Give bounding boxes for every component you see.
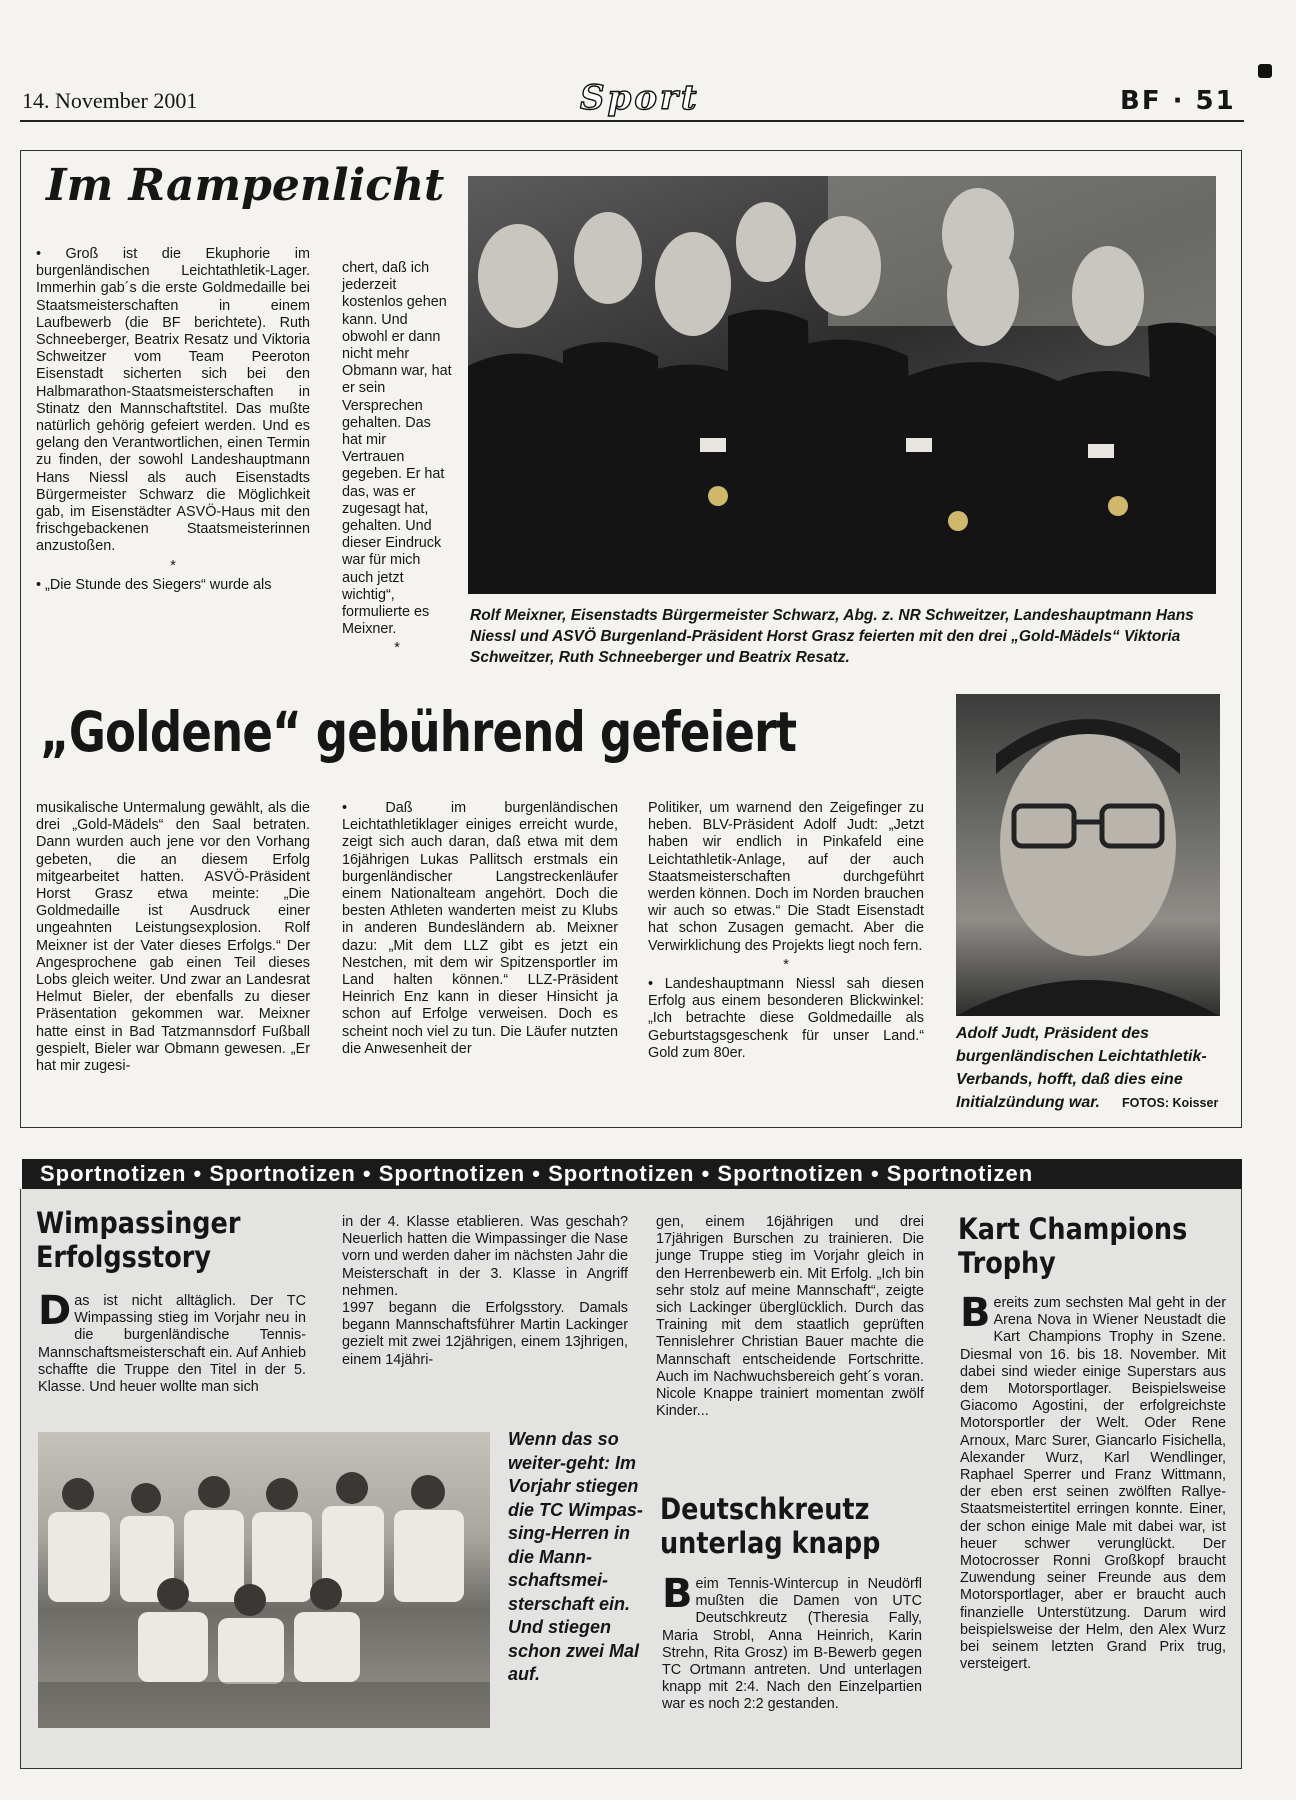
article-headline: „Goldene“ gebührend gefeiert	[40, 700, 797, 764]
article-kicker: Im Rampenlicht	[46, 160, 445, 211]
section-title: Sport	[580, 78, 700, 118]
drop-cap: D	[38, 1288, 72, 1334]
header-rule	[20, 120, 1244, 122]
paragraph: gen, einem 16jährigen und drei 17jährigen Burschen zu trainieren. Die junge Truppe stieg im Vorjahr gleich in den Herrenbewerb ein. Mit Erfolg. „Ich bin sehr stolz auf meine Mannschaft“, zeigte sich Lackinger überglücklich. Durch das Training mit dem staatlich geprüften Tennislehrer Christian Bauer machte die Mannschaft entscheidende Fortschritte. Auch im Nachwuchsbereich geht´s voran. Nicole Knappe trainiert momentan zwölf Kinder...	[656, 1214, 924, 1420]
paragraph-text: as ist nicht alltäglich. Der TC Wimpassing stieg im Vorjahr neu in die burgenländische Tennis-Mannschaftsmeisterschaft ein. Auf Anhieb schaffte die Truppe den Titel in der 5. Klasse. Und heuer wollte man sich	[38, 1293, 306, 1396]
group-photo-silhouettes	[468, 176, 1216, 594]
paragraph: in der 4. Klasse etablieren. Was geschah? Neuerlich hatten die Wimpassinger die Nase vorn und werden daher im nächsten Jahr die Meisterschaft in der 3. Klasse in Angriff nehmen.	[342, 1214, 628, 1299]
article-column-1	[36, 246, 310, 594]
portrait-caption-text: Adolf Judt, Präsident des burgenländischen Leichtathletik-Verbands, hofft, daß dies eine Initialzündung war.	[956, 1025, 1207, 1111]
notes-c-title: Kart Champions Trophy	[958, 1212, 1188, 1280]
article-column-2	[342, 260, 452, 660]
paragraph	[38, 1288, 306, 1396]
paragraph	[960, 1290, 1226, 1673]
article-column-3	[36, 800, 310, 1075]
paragraph: • „Die Stunde des Siegers“ wurde als	[36, 576, 272, 593]
portrait-silhouette	[956, 694, 1220, 1016]
page-number: BF · 51	[1120, 86, 1236, 116]
sportnotizen-banner	[22, 1159, 1242, 1189]
portrait-caption	[956, 1022, 1232, 1115]
separator-star: *	[783, 956, 789, 973]
drop-cap: B	[662, 1571, 693, 1617]
notes-a-column-3	[656, 1214, 924, 1420]
notes-a-column-1	[38, 1288, 306, 1396]
drop-cap: B	[960, 1290, 991, 1336]
paragraph: musikalische Untermalung gewählt, als die drei „Gold-Mädels“ den Saal betraten. Dann wurden auch jene vor den Vorhang gebeten, die an diesem Erfolg mitgearbeitet hatten. ASVÖ-Präsident Horst Grasz etwa meinte: „Die Goldmedaille ist Ausdruck einer ungeahnten Leistungsexplosion. Rolf Meixner ist der Vater dieses Erfolgs.“ Der Angesprochene gab einen Teil dieses Lobs gleich weiter. Und zwar an Landesrat Helmut Bieler, der ebenfalls zu dieser Präsentation gekommen war. Meixner hatte einst in Bad Tatzmannsdorf Fußball gespielt, Bieler war Obmann gewesen. „Er hat mir zugesi-	[36, 800, 310, 1075]
notes-b-column	[662, 1571, 922, 1714]
article-column-4	[342, 800, 618, 1058]
group-photo-caption: Rolf Meixner, Eisenstadts Bürgermeister Schwarz, Abg. z. NR Schweitzer, Landeshauptmann Hans Niessl und ASVÖ Burgenland-Präsident Horst Grasz feierten mit den drei „Gold-Mädels“ Viktoria Schweitzer, Ruth Schneeberger und Beatrix Resatz.	[470, 607, 1194, 666]
team-photo-caption: Wenn das so weiter-geht: Im Vorjahr stiegen die TC Wimpas-sing-Herren in die Mann-schaftsmei-sterschaft ein. Und stiegen schon zwei Mal auf.	[508, 1429, 643, 1684]
paragraph-text: ereits zum sechsten Mal geht in der Arena Nova in Wiener Neustadt die Kart Champions Trophy in Szene. Diesmal von 16. bis 18. November. Mit dabei sind wieder einige Superstars aus dem Motorsportlager. Beispielsweise Giacomo Agostini, der erfolgreichste Motorsportler der Welt. Oder Rene Arnoux, Marc Surer, Giancarlo Fisichella, Alexander Wurz, Karl Wendlinger, Raphael Sperrer und Franz Wittmann, der eben erst seinen zwölften Rallye-Staatsmeistertitel erringen konnte. Einer, der schon einige Male mit dabei war, ist heuer schwer verunglückt. Der Motocrosser Ronni Großkopf braucht Zuwendung seiner Freunde aus dem Motorsportlager, aber er braucht auch finanzielle Unterstützung. Darum wird beispielsweise der Helm, den Alex Wurz bei seinem letzten Grand Prix trug, versteigert.	[960, 1295, 1226, 1673]
photo-credit: FOTOS: Koisser	[1122, 1096, 1219, 1110]
issue-date: 14. November 2001	[22, 88, 198, 113]
paragraph: • Landeshauptmann Niessl sah diesen Erfolg aus einem besonderen Blickwinkel: „Ich betrachte diese Goldmedaille als Geburtstagsgeschenk für unser Land.“ Gold zum 80er.	[648, 976, 924, 1061]
separator-star: *	[394, 640, 400, 657]
separator-star: *	[170, 557, 176, 574]
paragraph	[662, 1571, 922, 1714]
paragraph: • Daß im burgenländischen Leichtathletiklager einiges erreicht wurde, zeigt sich auch daran, daß etwa mit dem 16jährigen Lukas Pallitsch erstmals ein burgenländischer Langstreckenläufer einem Nationalteam angehört. Doch die besten Athleten wanderten meist zu Klubs in anderen Bundesländern ab. Meixner dazu: „Mit dem LLZ gibt es jetzt ein Nestchen, mit dem wir Spitzensportler im Land halten können.“ LLZ-Präsident Heinrich Enz kann in dieser Hinsicht ja schon auf Erfolge verweisen. Doch es scheint noch viel zu tun. Die Läufer nutzten die Anwesenheit der	[342, 800, 618, 1057]
notes-a-column-2	[342, 1214, 628, 1369]
article-column-5	[648, 800, 924, 1062]
notes-b-title: Deutschkreutz unterlag knapp	[660, 1492, 881, 1560]
paragraph: 1997 begann die Erfolgsstory. Damals begann Mannschaftsführer Martin Lackinger gezielt mit zwei 12jährigen, einem 13jhrigen, einem 14jähri-	[342, 1300, 628, 1368]
paragraph: Politiker, um warnend den Zeigefinger zu heben. BLV-Präsident Adolf Judt: „Jetzt haben wir endlich in Pinkafeld eine Leichtathletik-Anlage, auf der auch Staatsmeisterschaften durchgeführt werden können. Doch im Norden brauchen wir auch so etwas.“ Die Stadt Eisenstadt hat schon Zusagen gemacht. Aber die Verwirklichung des Projekts liegt noch fern.	[648, 800, 924, 954]
registration-mark	[1258, 64, 1272, 78]
notes-c-column	[960, 1290, 1226, 1673]
banner-text: Sportnotizen • Sportnotizen • Sportnotizen • Sportnotizen • Sportnotizen • Sportnotizen	[40, 1161, 1034, 1186]
paragraph-text: eim Tennis-Wintercup in Neudörfl mußten die Damen von UTC Deutschkreutz (Theresia Fally, Maria Strobl, Anna Heinrich, Karin Strehn, Rita Grosz) im B-Bewerb gegen TC Ortmann antreten. Und unterlagen knapp mit 2:4. Nach den Einzelpartien war es noch 2:2 gestanden.	[662, 1576, 922, 1713]
group-photo	[468, 176, 1216, 594]
notes-a-title: Wimpassinger Erfolgsstory	[36, 1206, 241, 1274]
paragraph: • Groß ist die Ekuphorie im burgenländischen Leichtathletik-Lager. Immerhin gab´s die erste Goldmedaille bei Staatsmeisterschaften in einem Laufbewerb (die BF berichtete). Ruth Schneeberger, Beatrix Resatz und Viktoria Schweitzer vom Team Peeroton Eisenstadt sicherten sich bei den Halbmarathon-Staatsmeisterschaften in Stinatz den Mannschaftstitel. Das mußte natürlich gehörig gefeiert werden. Und es gelang den Verantwortlichen, einen Termin zu finden, der sowohl Landeshauptmann Hans Niessl als auch Eisenstadts Bürgermeister Schwarz die Möglichkeit gab, im Eisenstädter ASVÖ-Haus mit den frischgebackenen Staatsmeisterinnen anzustoßen.	[36, 246, 310, 555]
team-photo-silhouettes	[38, 1432, 490, 1728]
portrait-photo	[956, 694, 1220, 1016]
team-photo	[38, 1432, 490, 1728]
paragraph: chert, daß ich jederzeit kostenlos gehen kann. Und obwohl er dann nicht mehr Obmann war, hat er sein Versprechen gehalten. Das hat mir Vertrauen gegeben. Er hat das, was er zugesagt hat, gehalten. Und dieser Eindruck war für mich auch jetzt wichtig“, formulierte es Meixner.	[342, 260, 452, 638]
